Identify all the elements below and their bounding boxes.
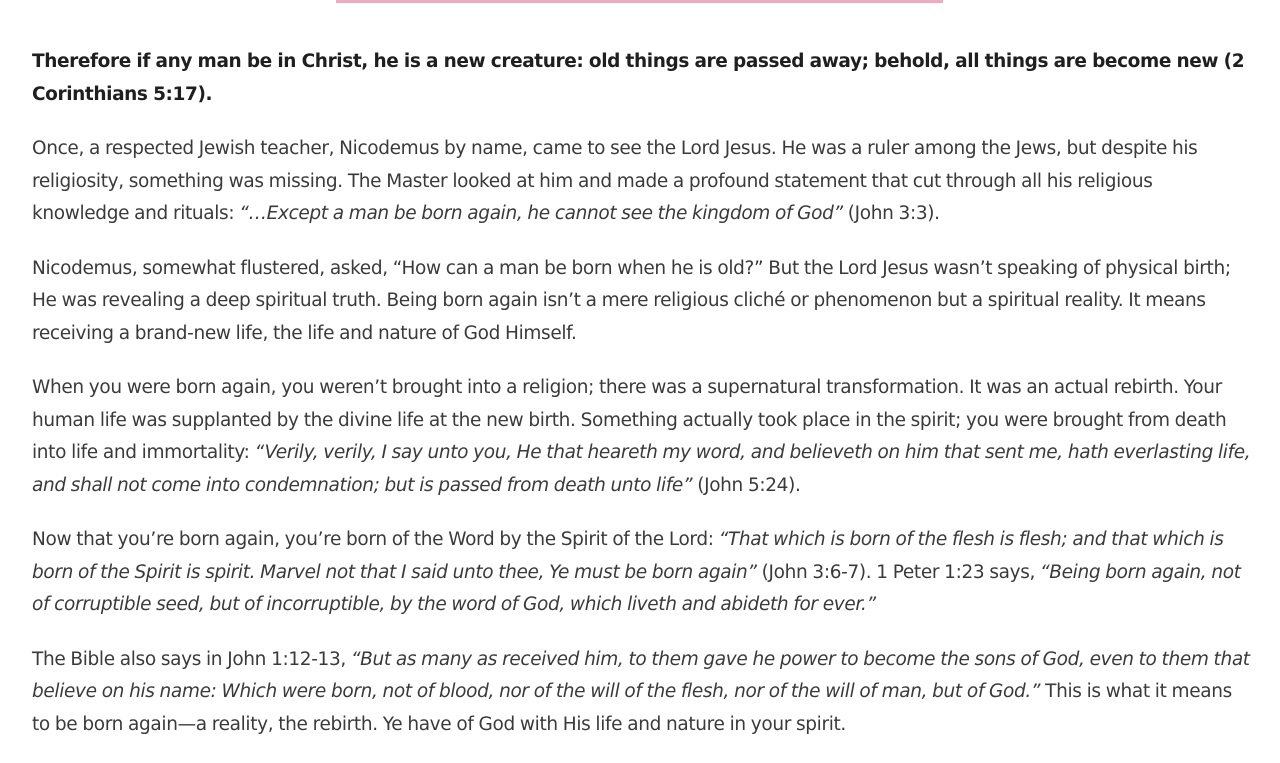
scripture-quote: “That which is born of the flesh is flesh; and that which is born of the Spirit is spirit. Marvel not that I said unto thee, Ye must be born again” — [32, 529, 1224, 583]
scripture-quote: “But as many as received him, to them gave he power to become the sons of God, even to them that believe on his name: Which were born, not of blood, nor of the will of the flesh, nor of the will of man, but of God.” — [32, 648, 1250, 702]
scripture-reference: (John 5:24). — [692, 474, 801, 496]
paragraph-born-of-word — [32, 524, 1252, 622]
scripture-reference: (John 3:3). — [842, 203, 940, 224]
devotional-article — [32, 46, 1252, 763]
scripture-quote: “…Except a man be born again, he cannot see the kingdom of God” — [239, 203, 843, 224]
paragraph-sons-of-god — [32, 644, 1252, 742]
top-divider — [336, 0, 943, 3]
paragraph-text: Once, a respected Jewish teacher, Nicodemus by name, came to see the Lord Jesus. He was a ruler among the Jews, but despite his religiosity, something was missing. The Master looked at him and made a profound statement that cut through all his religious knowledge and rituals: — [32, 138, 1198, 224]
scripture-quote: “Being born again, not of corruptible seed, but of incorruptible, by the word of God, which liveth and abideth for ever.” — [32, 561, 1241, 615]
paragraph-text: When you were born again, you weren’t brought into a religion; there was a supernatural transformation. It was an actual rebirth. Your human life was supplanted by the divine life at the new birth. Something actually took place in the spirit; you were brought from death into life and immortality: — [32, 377, 1227, 463]
opening-verse: Therefore if any man be in Christ, he is a new creature: old things are passed away; behold, all things are become new (2 Corinthians 5:17). — [32, 51, 1245, 105]
scripture-reference: (John 3:6-7). 1 Peter 1:23 says, — [756, 561, 1041, 583]
paragraph-text: This is what it means to be born again—a reality, the rebirth. Ye have of God with His life and nature in your spirit. — [32, 681, 1232, 735]
paragraph-text: Now that you’re born again, you’re born of the Word by the Spirit of the Lord: — [32, 529, 719, 550]
paragraph-text: The Bible also says in John 1:12-13, — [32, 648, 351, 670]
scripture-quote: “Verily, verily, I say unto you, He that heareth my word, and believeth on him that sent me, hath everlasting life, and shall not come into condemnation; but is passed from death unto life” — [32, 442, 1251, 496]
paragraph-rebirth — [32, 372, 1252, 502]
paragraph-nicodemus — [32, 133, 1252, 231]
paragraph-born-again: Nicodemus, somewhat flustered, asked, “How can a man be born when he is old?” But the Lord Jesus wasn’t speaking of physical birth; He was revealing a deep spiritual truth. Being born again isn’t a mere religious cliché or phenomenon but a spiritual reality. It means receiving a brand-new life, the life and nature of God Himself. — [32, 257, 1231, 344]
